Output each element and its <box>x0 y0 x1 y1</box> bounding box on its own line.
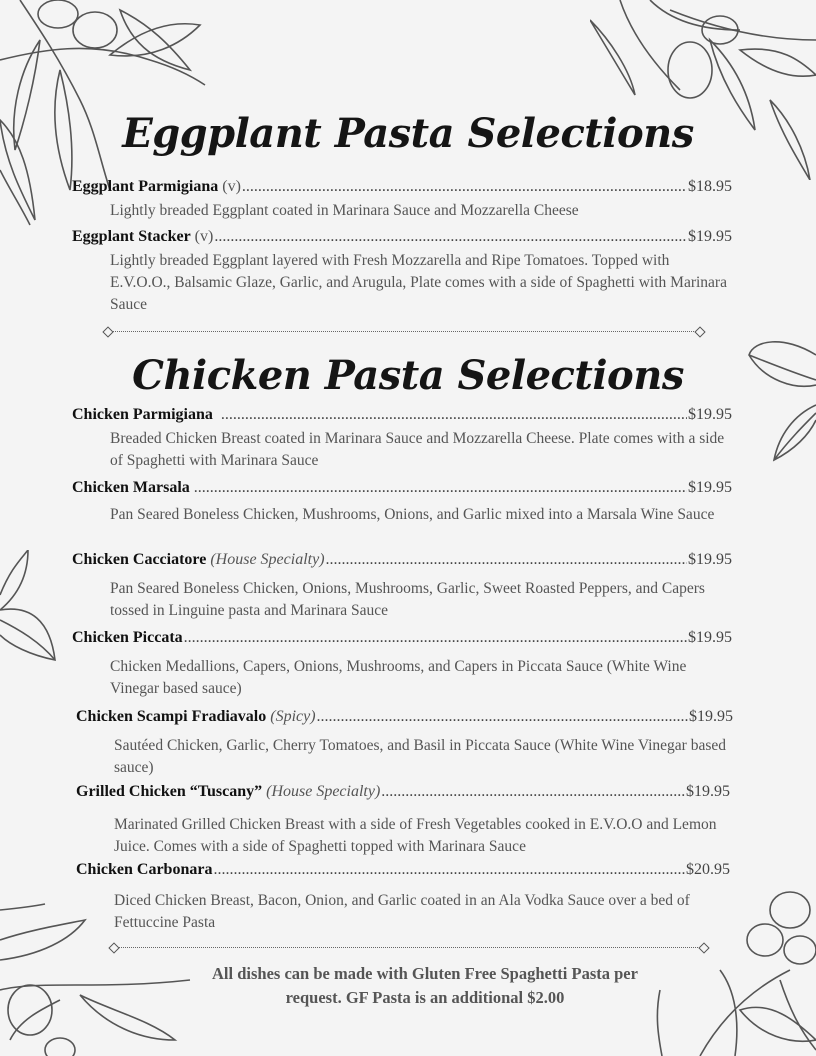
dot-leader <box>214 226 687 247</box>
divider-diamond-icon <box>694 326 705 337</box>
menu-item-price: $19.95 <box>688 406 732 423</box>
menu-item <box>76 781 730 858</box>
section-divider <box>104 328 704 336</box>
menu-item-name: Chicken Parmigiana <box>72 406 213 423</box>
menu-item <box>72 477 732 526</box>
menu-item-price: $19.95 <box>688 629 732 646</box>
menu-item-price: $19.95 <box>689 708 733 725</box>
menu-item <box>72 549 732 622</box>
menu-item-description: Breaded Chicken Breast coated in Marinara Sauce and Mozzarella Cheese. Plate comes with a side of Spaghetti with Marinara Sauce <box>110 430 725 469</box>
divider-line <box>112 331 696 332</box>
menu-item-name: Eggplant Parmigiana <box>72 178 219 195</box>
section-title-eggplant: Eggplant Pasta Selections <box>122 110 694 157</box>
section-divider <box>110 944 708 952</box>
menu-item-line <box>72 627 732 648</box>
menu-item-description: Pan Seared Boneless Chicken, Onions, Mushrooms, Garlic, Sweet Roasted Peppers, and Capers tossed in Linguine pasta and Marinara Sauce <box>110 580 705 619</box>
menu-item-name: Chicken Carbonara <box>76 861 213 878</box>
menu-item-price: $19.95 <box>688 479 732 496</box>
menu-item <box>72 404 732 472</box>
menu-item-price: $19.95 <box>688 551 732 568</box>
menu-item-line <box>76 781 730 802</box>
dot-leader <box>326 549 687 570</box>
menu-item-name: Eggplant Stacker <box>72 228 191 245</box>
section-title-chicken: Chicken Pasta Selections <box>132 352 684 399</box>
gluten-free-note-line-1: All dishes can be made with Gluten Free Spaghetti Pasta per <box>212 964 638 983</box>
divider-diamond-icon <box>108 942 119 953</box>
menu-item-name: Grilled Chicken “Tuscany” <box>76 783 263 800</box>
divider-line <box>118 947 700 948</box>
menu-item-price: $19.95 <box>686 783 730 800</box>
menu-item-description: Marinated Grilled Chicken Breast with a side of Fresh Vegetables cooked in E.V.O.O and Lemon Juice. Comes with a side of Spaghetti topped with Marinara Sauce <box>114 816 717 855</box>
menu-item-line <box>72 477 732 498</box>
menu-item-note: (Spicy) <box>270 708 316 725</box>
menu-item <box>76 859 730 934</box>
menu-item <box>72 176 732 222</box>
menu-item-line <box>76 706 733 727</box>
divider-diamond-icon <box>102 326 113 337</box>
menu-item-note: (v) <box>194 228 214 245</box>
dot-leader <box>381 781 685 802</box>
menu-item-description: Sautéed Chicken, Garlic, Cherry Tomatoes, and Basil in Piccata Sauce (White Wine Vinegar based sauce) <box>114 737 727 776</box>
menu-item <box>72 226 732 316</box>
menu-item-description: Lightly breaded Eggplant coated in Marinara Sauce and Mozzarella Cheese <box>110 202 579 219</box>
dot-leader <box>184 627 687 648</box>
gluten-free-note-line-2: request. GF Pasta is an additional $2.00 <box>285 988 565 1007</box>
menu-item-line <box>72 404 732 425</box>
menu-item-line <box>72 176 732 197</box>
menu-item-note: (v) <box>222 178 241 195</box>
menu-item-description: Lightly breaded Eggplant layered with Fresh Mozzarella and Ripe Tomatoes. Topped with E.V.O.O., Balsamic Glaze, Garlic, and Arugula, Plate comes with a side of Spaghetti with Marinara Sauce <box>110 252 727 313</box>
menu-item-name: Chicken Cacciatore <box>72 551 207 568</box>
menu-item-line <box>72 226 732 247</box>
dot-leader <box>221 404 687 425</box>
dot-leader <box>317 706 688 727</box>
divider-diamond-icon <box>698 942 709 953</box>
menu-item-price: $18.95 <box>688 178 732 195</box>
dot-leader <box>194 477 687 498</box>
menu-item-line <box>72 549 732 570</box>
menu-item <box>72 627 732 700</box>
menu-item-line <box>76 859 730 880</box>
menu-item <box>76 706 733 779</box>
gluten-free-note <box>190 962 660 1010</box>
menu-item-name: Chicken Marsala <box>72 479 190 496</box>
menu-item-price: $20.95 <box>686 861 730 878</box>
menu-item-description: Diced Chicken Breast, Bacon, Onion, and Garlic coated in an Ala Vodka Sauce over a bed of Fettuccine Pasta <box>114 892 690 931</box>
dot-leader <box>213 859 685 880</box>
menu-item-name: Chicken Scampi Fradiavalo <box>76 708 267 725</box>
menu-item-description: Chicken Medallions, Capers, Onions, Mushrooms, and Capers in Piccata Sauce (White Wine Vinegar based sauce) <box>110 658 687 697</box>
menu-item-description: Pan Seared Boneless Chicken, Mushrooms, Onions, and Garlic mixed into a Marsala Wine Sauce <box>110 506 715 523</box>
menu-item-price: $19.95 <box>688 228 732 245</box>
menu-item-name: Chicken Piccata <box>72 629 183 646</box>
dot-leader <box>242 176 687 197</box>
menu-item-note: (House Specialty) <box>210 551 325 568</box>
menu-item-note: (House Specialty) <box>266 783 381 800</box>
